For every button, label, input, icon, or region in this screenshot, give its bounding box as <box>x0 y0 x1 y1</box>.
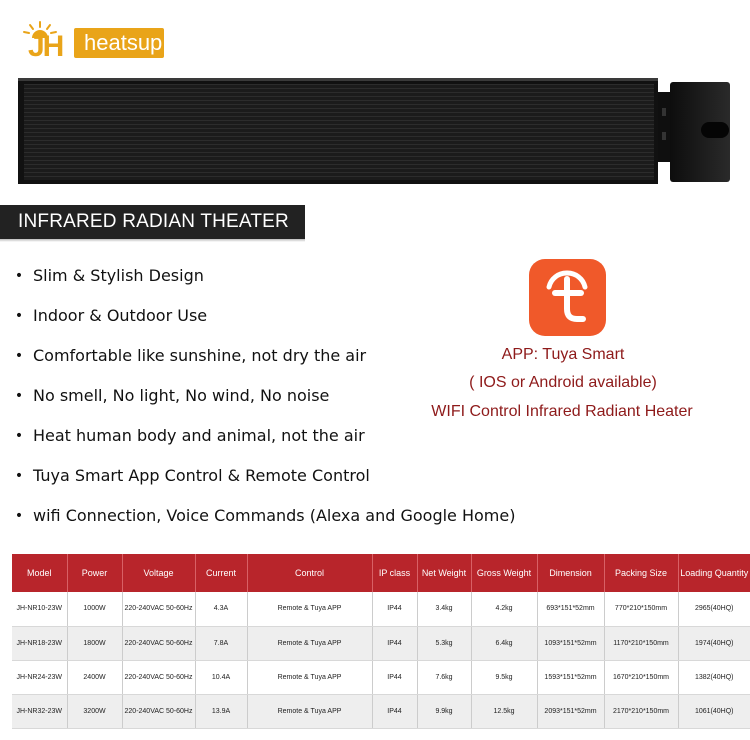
feature-item: • wifi Connection, Voice Commands (Alexa and Google Home) <box>14 502 494 542</box>
tuya-app-icon <box>529 259 606 336</box>
spec-table <box>12 554 750 729</box>
feature-item: • Slim & Stylish Design <box>14 262 494 302</box>
brand-initials: JH <box>28 30 63 63</box>
header-voltage: Voltage <box>122 554 195 592</box>
feature-item: • Comfortable like sunshine, not dry the air <box>14 342 494 382</box>
bullet-icon: • <box>14 428 24 444</box>
bullet-icon: • <box>14 388 24 404</box>
header-gross-weight: Gross Weight <box>471 554 537 592</box>
banner-title: INFRARED RADIAN THEATER <box>18 211 289 232</box>
heater-product-image <box>18 78 730 188</box>
banner-shadow <box>0 239 305 242</box>
header-net-weight: Net Weight <box>417 554 471 592</box>
brand-name: heatsup <box>84 30 163 55</box>
table-row: JH-NR24-23W 2400W 220-240VAC 50-60Hz 10.4A Remote & Tuya APP IP44 7.6kg 9.5kg 1593*151*52mm 1670*210*150mm 1382(40HQ) <box>12 660 750 694</box>
table-row: JH-NR10-23W 1000W 220-240VAC 50-60Hz 4.3A Remote & Tuya APP IP44 3.4kg 4.2kg 693*151*52mm 770*210*150mm 2965(40HQ) <box>12 592 750 626</box>
header-loading-quantity: Loading Quantity <box>678 554 750 592</box>
bullet-icon: • <box>14 308 24 324</box>
header-power: Power <box>67 554 122 592</box>
table-header-row <box>12 554 750 592</box>
header-ip-class: IP class <box>372 554 417 592</box>
bullet-icon: • <box>14 508 24 524</box>
bullet-icon: • <box>14 468 24 484</box>
bullet-icon: • <box>14 348 24 364</box>
header-current: Current <box>195 554 247 592</box>
feature-item: • No smell, No light, No wind, No noise <box>14 382 494 422</box>
table-row: JH-NR32-23W 3200W 220-240VAC 50-60Hz 13.9A Remote & Tuya APP IP44 9.9kg 12.5kg 2093*151*52mm 2170*210*150mm 1061(40HQ) <box>12 694 750 728</box>
feature-item: • Tuya Smart App Control & Remote Control <box>14 462 494 502</box>
app-name-text: APP: Tuya Smart <box>501 346 625 363</box>
brand-logo <box>18 20 168 64</box>
tuya-logo-icon <box>529 259 606 336</box>
feature-item: • Heat human body and animal, not the air <box>14 422 494 462</box>
title-banner <box>0 205 305 239</box>
header-model: Model <box>12 554 67 592</box>
app-platform-text: ( IOS or Android available) <box>469 374 657 391</box>
bullet-icon: • <box>14 268 24 284</box>
header-control: Control <box>247 554 372 592</box>
app-description-text: WIFI Control Infrared Radiant Heater <box>431 403 693 420</box>
header-dimension: Dimension <box>537 554 604 592</box>
table-row: JH-NR18-23W 1800W 220-240VAC 50-60Hz 7.8A Remote & Tuya APP IP44 5.3kg 6.4kg 1093*151*52mm 1170*210*150mm 1974(40HQ) <box>12 626 750 660</box>
header-packing-size: Packing Size <box>604 554 678 592</box>
feature-item: • Indoor & Outdoor Use <box>14 302 494 342</box>
brand-name-box <box>74 28 164 58</box>
feature-list <box>14 262 516 542</box>
